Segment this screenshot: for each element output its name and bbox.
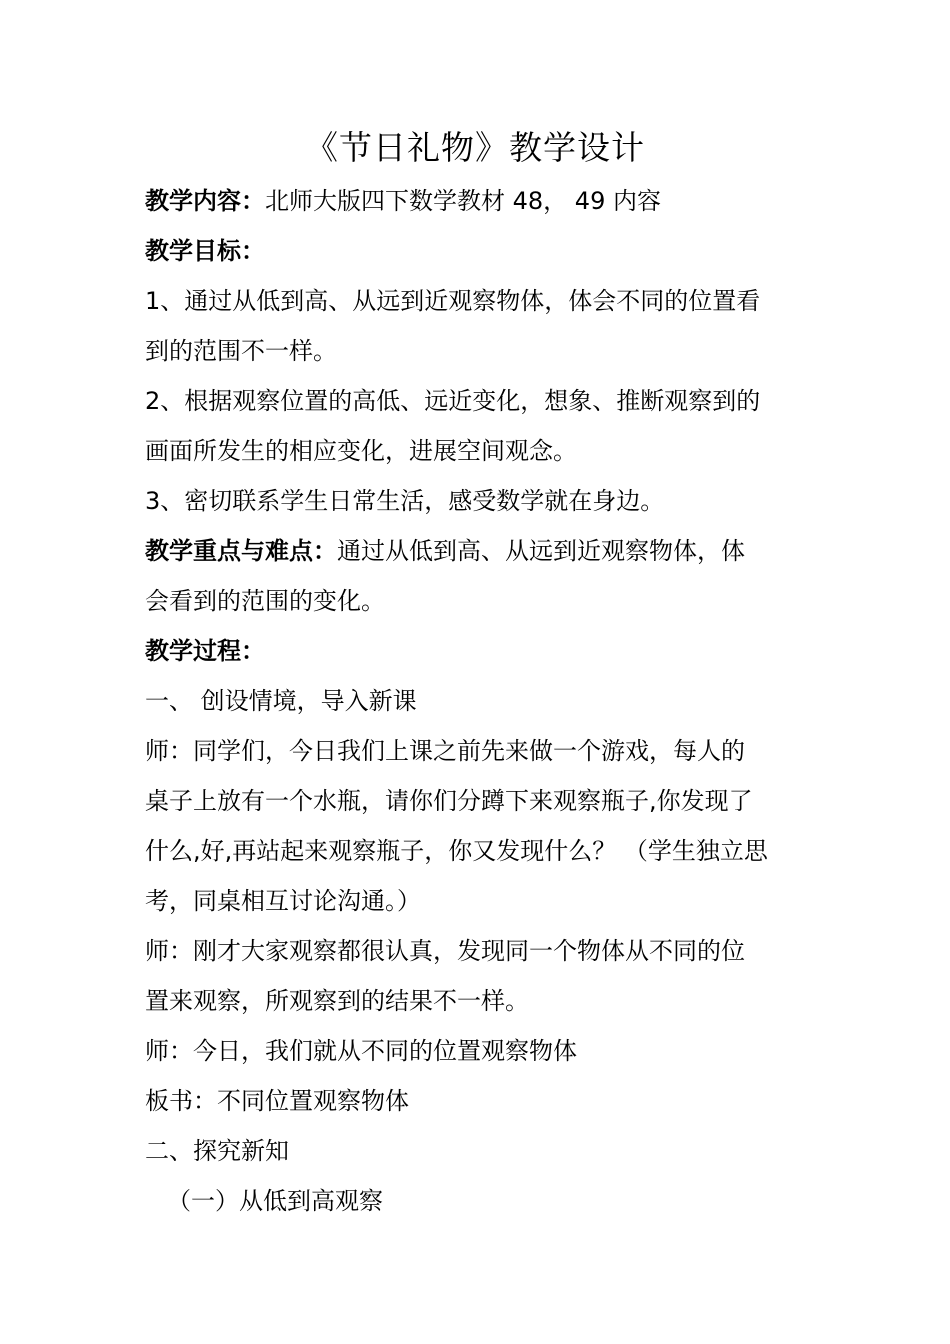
blackboard-line: 板书：不同位置观察物体: [145, 1087, 409, 1115]
teaching-goals-label: 教学目标：: [145, 237, 265, 265]
paragraph-1-line-1: 师：同学们，今日我们上课之前先来做一个游戏，每人的: [145, 737, 745, 765]
document-title: 《节日礼物》教学设计: [305, 128, 645, 167]
paragraph-2-line-1: 师：刚才大家观察都很认真，发现同一个物体从不同的位: [145, 937, 745, 965]
section-2-heading: 二、探究新知: [145, 1137, 289, 1165]
teaching-content-label: 教学内容：: [145, 187, 265, 215]
paragraph-2-line-2: 置来观察，所观察到的结果不一样。: [145, 987, 529, 1015]
paragraph-1-line-3: 什么,好,再站起来观察瓶子，你又发现什么？ （学生独立思: [145, 837, 768, 865]
section-2-subheading: （一）从低到高观察: [167, 1187, 383, 1215]
key-points-line-2: 会看到的范围的变化。: [145, 587, 385, 615]
teaching-content-text: 北师大版四下数学教材 48， 49 内容: [265, 187, 661, 215]
key-points-label: 教学重点与难点：: [145, 537, 337, 565]
paragraph-1-line-2: 桌子上放有一个水瓶，请你们分蹲下来观察瓶子,你发现了: [145, 787, 753, 815]
key-points-text: 通过从低到高、从远到近观察物体，体: [337, 537, 745, 565]
section-1-heading: 一、 创设情境，导入新课: [145, 687, 417, 715]
teaching-content-line: [145, 176, 805, 226]
teaching-process-label: 教学过程：: [145, 637, 265, 665]
paragraph-3-line: 师：今日，我们就从不同的位置观察物体: [145, 1037, 577, 1065]
goal-2-line-2: 画面所发生的相应变化，进展空间观念。: [145, 437, 577, 465]
goal-1-line-2: 到的范围不一样。: [145, 337, 337, 365]
goal-1-line-1: 1、通过从低到高、从远到近观察物体，体会不同的位置看: [145, 287, 761, 315]
key-points-line-1: [145, 526, 805, 576]
goal-2-line-1: 2、根据观察位置的高低、远近变化，想象、推断观察到的: [145, 387, 761, 415]
paragraph-1-line-4: 考，同桌相互讨论沟通。）: [145, 887, 421, 915]
document-body: [145, 176, 805, 1226]
goal-3-line: 3、密切联系学生日常生活，感受数学就在身边。: [145, 487, 665, 515]
